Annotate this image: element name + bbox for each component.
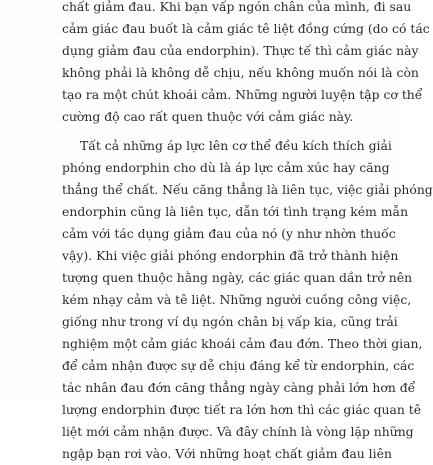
text-line: kém nhạy cảm và tê liệt. Những người cuồng công việc, — [62, 292, 412, 307]
text-line: endorphin cũng là liên tục, dẫn tới tình trạng kém mẫn — [62, 204, 409, 219]
text-line: cảm với tác dụng giảm đau của nó (y như nhờn thuốc — [62, 226, 396, 241]
text-line: ngập bạn rơi vào. Với những hoạt chất giảm đau liên — [62, 446, 392, 461]
text-line: cảm giác đau buốt là cảm giác tê liệt đồng cứng (do có tác — [62, 21, 430, 36]
text-line: để cảm nhận được sự dễ chịu đáng kể từ endorphin, các — [62, 358, 415, 373]
text-line: cường độ cao rất quen thuộc với cảm giác này. — [62, 109, 354, 124]
text-line: nghiệm một cảm giác khoái cảm đau đớn. Theo thời gian, — [62, 336, 423, 351]
text-line: lượng endorphin được tiết ra lớn hơn thì các giác quan tê — [62, 402, 422, 417]
text-line: tạo ra một chút khoái cảm. Những người luyện tập cơ thể — [62, 87, 423, 102]
text-line: thẳng thể chất. Nếu căng thẳng là liên tục, việc giải phóng — [62, 182, 433, 197]
text-line: giống như trong ví dụ ngón chân bị vấp kia, cũng trải — [62, 314, 398, 329]
text-line: dụng giảm đau của endorphin). Thực tế thì cảm giác này — [62, 43, 419, 58]
text-line: tượng quen thuộc hằng ngày, các giác quan dần trở nên — [62, 270, 413, 285]
text-line: vậy). Khi việc giải phóng endorphin đã trở thành hiện — [62, 248, 399, 263]
text-line: liệt mới cảm nhận được. Và đây chính là vòng lặp những — [62, 424, 414, 439]
text-line: Tất cả những áp lực lên cơ thể đều kích thích giải — [80, 138, 392, 153]
text-line: phóng endorphin cho dù là áp lực cảm xúc hay căng — [62, 160, 390, 175]
text-line: chất giảm đau. Khi bạn vấp ngón chân của mình, đi sau — [62, 0, 412, 14]
text-line: không phải là không dễ chịu, nếu không muốn nói là còn — [62, 65, 419, 80]
text-line: tác nhân đau đớn căng thẳng ngày càng phải lớn hơn để — [62, 380, 416, 395]
